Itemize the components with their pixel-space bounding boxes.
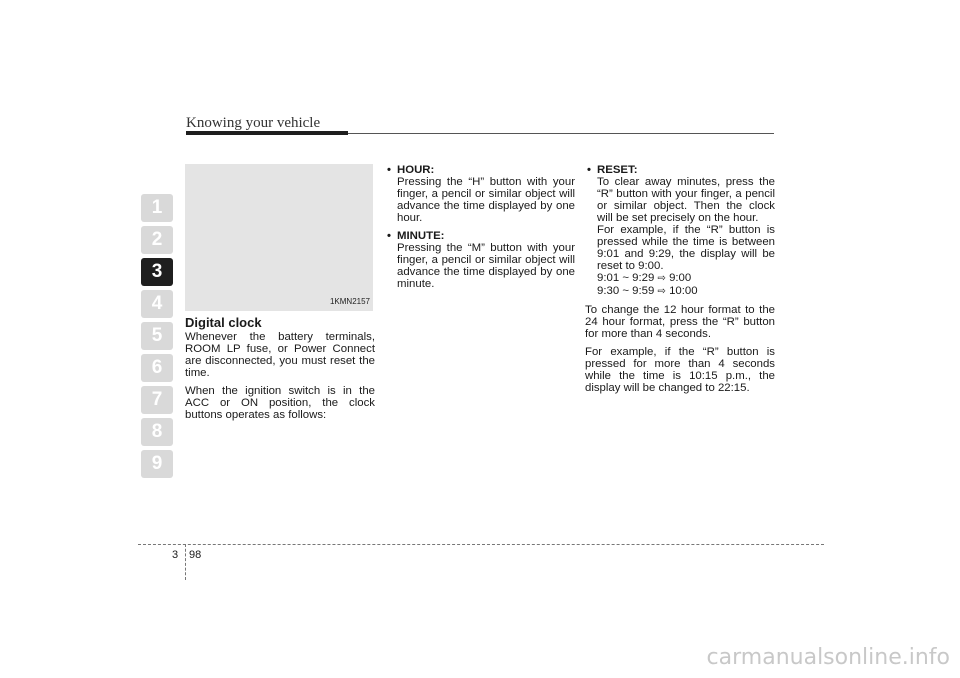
reset-item bbox=[585, 164, 775, 298]
hour-item bbox=[385, 164, 575, 224]
reset-example-2 bbox=[585, 285, 775, 298]
reset-result-2: 10:00 bbox=[669, 285, 698, 297]
clock-buttons-paragraph: When the ignition switch is in the ACC or ON position, the clock buttons operates as follows: bbox=[185, 385, 375, 421]
bullet-icon: • bbox=[587, 164, 591, 176]
reset-range-2: 9:30 ~ 9:59 bbox=[597, 285, 655, 297]
clock-intro-paragraph: Whenever the battery terminals, ROOM LP fuse, or Power Connect are disconnected, you must reset the time. bbox=[185, 331, 375, 379]
footer-page-number: 98 bbox=[189, 549, 202, 561]
bullet-icon: • bbox=[387, 230, 391, 242]
minute-item bbox=[385, 230, 575, 290]
chapter-tab-8[interactable]: 8 bbox=[141, 418, 173, 446]
arrow-right-icon: ⇨ bbox=[657, 286, 666, 297]
reset-label: RESET: bbox=[597, 164, 638, 176]
figure-code: 1KMN2157 bbox=[329, 297, 370, 306]
chapter-tab-5[interactable]: 5 bbox=[141, 322, 173, 350]
chapter-tabs bbox=[141, 194, 173, 482]
column-digital-clock bbox=[185, 164, 375, 427]
footer-rule bbox=[138, 544, 824, 545]
footer-chapter-number: 3 bbox=[172, 549, 179, 561]
chapter-tab-9[interactable]: 9 bbox=[141, 450, 173, 478]
minute-text: Pressing the “M” button with your finger, a pencil or similar object will advance the time displayed by one minute. bbox=[397, 242, 575, 290]
chapter-tab-3[interactable]: 3 bbox=[141, 258, 173, 286]
footer-divider bbox=[185, 544, 186, 580]
minute-label: MINUTE: bbox=[397, 230, 445, 242]
chapter-tab-7[interactable]: 7 bbox=[141, 386, 173, 414]
reset-example-1 bbox=[585, 272, 775, 285]
chapter-tab-1[interactable]: 1 bbox=[141, 194, 173, 222]
format-paragraph-2: For example, if the “R” button is pressed for more than 4 seconds while the time is 10:15 p.m., the display will be changed to 22:15. bbox=[585, 346, 775, 394]
header-rule bbox=[348, 133, 774, 134]
chapter-tab-4[interactable]: 4 bbox=[141, 290, 173, 318]
clock-figure bbox=[185, 164, 373, 311]
format-paragraph-1: To change the 12 hour format to the 24 hour format, press the “R” button for more than 4 seconds. bbox=[585, 304, 775, 340]
chapter-tab-6[interactable]: 6 bbox=[141, 354, 173, 382]
hour-label: HOUR: bbox=[397, 164, 435, 176]
chapter-tab-2[interactable]: 2 bbox=[141, 226, 173, 254]
reset-text-1: To clear away minutes, press the “R” button with your finger, a pencil or similar object. Then the clock will be set precisely on the hour. bbox=[597, 176, 775, 224]
page-header-title: Knowing your vehicle bbox=[186, 115, 321, 131]
bullet-icon: • bbox=[387, 164, 391, 176]
header-bar bbox=[186, 131, 348, 135]
column-hour-minute bbox=[385, 164, 575, 296]
section-title: Digital clock bbox=[185, 315, 262, 330]
reset-range-1: 9:01 ~ 9:29 bbox=[597, 272, 655, 284]
hour-text: Pressing the “H” button with your finger, a pencil or similar object will advance the time displayed by one hour. bbox=[397, 176, 575, 224]
reset-result-1: 9:00 bbox=[669, 272, 692, 284]
reset-text-2: For example, if the “R” button is pressed while the time is between 9:01 and 9:29, the display will be reset to 9:00. bbox=[597, 224, 775, 272]
watermark: carmanualsonline.info bbox=[706, 645, 950, 670]
arrow-right-icon: ⇨ bbox=[657, 273, 666, 284]
column-reset bbox=[585, 164, 775, 400]
